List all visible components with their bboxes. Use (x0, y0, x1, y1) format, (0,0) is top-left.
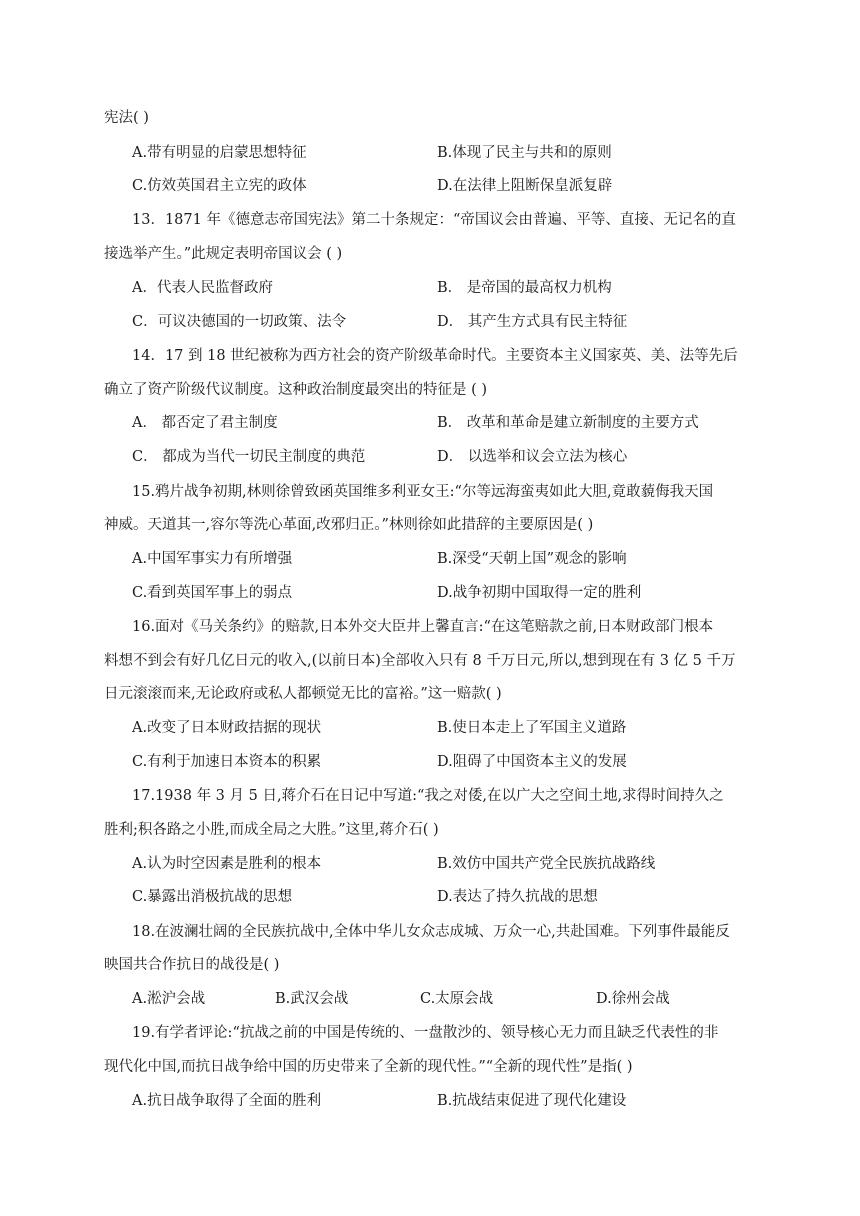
q15-stem-line1: 15.鸦片战争初期,林则徐曾致函英国维多利亚女王:“尔等远海蛮夷如此大胆,竟敢藐侮我天国 (132, 484, 714, 500)
q13-option-c: C．可议决德国的一切政策、法令 (132, 314, 347, 330)
q16-option-b: B.使日本走上了军国主义道路 (437, 720, 627, 736)
q16-stem-line1: 16.面对《马关条约》的赔款,日本外交大臣井上馨直言:“在这笔赔款之前,日本财政部门根本 (132, 619, 714, 635)
q19-option-b: B.抗战结束促进了现代化建设 (437, 1093, 627, 1109)
q13-option-b: B． 是帝国的最高权力机构 (437, 280, 612, 296)
q12-option-b: B.体现了民主与共和的原则 (437, 145, 612, 161)
q12-option-c: C.仿效英国君主立宪的政体 (132, 178, 307, 194)
q13-option-d: D． 其产生方式具有民主特征 (437, 314, 628, 330)
q16-option-d: D.阻碍了中国资本主义的发展 (437, 754, 627, 770)
q16-stem-line3: 日元滚滚而来,无论政府或私人都顿觉无比的富裕。”这一赔款( ) (104, 686, 502, 702)
q15-option-d: D.战争初期中国取得一定的胜利 (437, 585, 642, 601)
q15-option-c: C.看到英国军事上的弱点 (132, 585, 293, 601)
q18-stem-line2: 映国共合作抗日的战役是( ) (104, 957, 280, 973)
q17-option-c: C.暴露出消极抗战的思想 (132, 889, 293, 905)
q13-option-a: A．代表人民监督政府 (132, 280, 273, 296)
q18-option-d: D.徐州会战 (596, 991, 670, 1007)
q19-stem-line1: 19.有学者评论:“抗战之前的中国是传统的、一盘散沙的、领导核心无力而且缺乏代表性的非 (132, 1025, 719, 1041)
q15-option-b: B.深受“天朝上国”观念的影响 (437, 551, 627, 567)
q18-option-a: A.淞沪会战 (132, 991, 206, 1007)
q16-option-c: C.有利于加速日本资本的积累 (132, 754, 322, 770)
q19-option-a: A.抗日战争取得了全面的胜利 (132, 1093, 322, 1109)
q16-stem-line2: 料想不到会有好几亿日元的收入,(以前日本)全部收入只有 8 千万日元,所以,想到现在有 3 亿 5 千万 (104, 653, 736, 669)
q15-stem-line2: 神威。天道其一,容尔等洗心革面,改邪归正。”林则徐如此措辞的主要原因是( ) (104, 517, 594, 533)
q19-stem-line2: 现代化中国,而抗日战争给中国的历史带来了全新的现代性。”“全新的现代性”是指( ) (104, 1059, 633, 1075)
q12-option-d: D.在法律上阻断保皇派复辟 (437, 178, 613, 194)
q13-stem-line2: 接选举产生。”此规定表明帝国议会 ( ) (104, 246, 343, 262)
q17-option-a: A.认为时空因素是胜利的根本 (132, 856, 322, 872)
q14-option-b: B． 改革和革命是建立新制度的主要方式 (437, 415, 699, 431)
q12-option-a: A.带有明显的启蒙思想特征 (132, 145, 307, 161)
q16-option-a: A.改变了日本财政拮据的现状 (132, 720, 322, 736)
q14-option-a: A． 都否定了君主制度 (132, 415, 278, 431)
q17-option-d: D.表达了持久抗战的思想 (437, 889, 598, 905)
q14-stem-line2: 确立了资产阶级代议制度。这种政治制度最突出的特征是 ( ) (104, 382, 488, 398)
q15-option-a: A.中国军事实力有所增强 (132, 551, 293, 567)
q14-option-c: C． 都成为当代一切民主制度的典范 (132, 449, 366, 465)
q12-stem-end: 宪法( ) (104, 110, 149, 126)
q13-stem-line1: 13．1871 年《德意志帝国宪法》第二十条规定：“帝国议会由普遍、平等、直接、无记名的直 (132, 212, 736, 228)
q18-option-c: C.太原会战 (420, 991, 494, 1007)
q14-stem-line1: 14．17 到 18 世纪被称为西方社会的资产阶级革命时代。主要资本主义国家英、美、法等先后 (132, 348, 738, 364)
q17-option-b: B.效仿中国共产党全民族抗战路线 (437, 856, 656, 872)
q14-option-d: D． 以选举和议会立法为核心 (437, 449, 628, 465)
q18-stem-line1: 18.在波澜壮阔的全民族抗战中,全体中华儿女众志成城、万众一心,共赴国难。下列事件最能反 (132, 924, 730, 940)
q17-stem-line1: 17.1938 年 3 月 5 日,蒋介石在日记中写道:“我之对倭,在以广大之空间土地,求得时间持久之 (132, 788, 724, 804)
q18-option-b: B.武汉会战 (275, 991, 349, 1007)
q17-stem-line2: 胜利;积各路之小胜,而成全局之大胜。”这里,蒋介石( ) (104, 822, 439, 838)
